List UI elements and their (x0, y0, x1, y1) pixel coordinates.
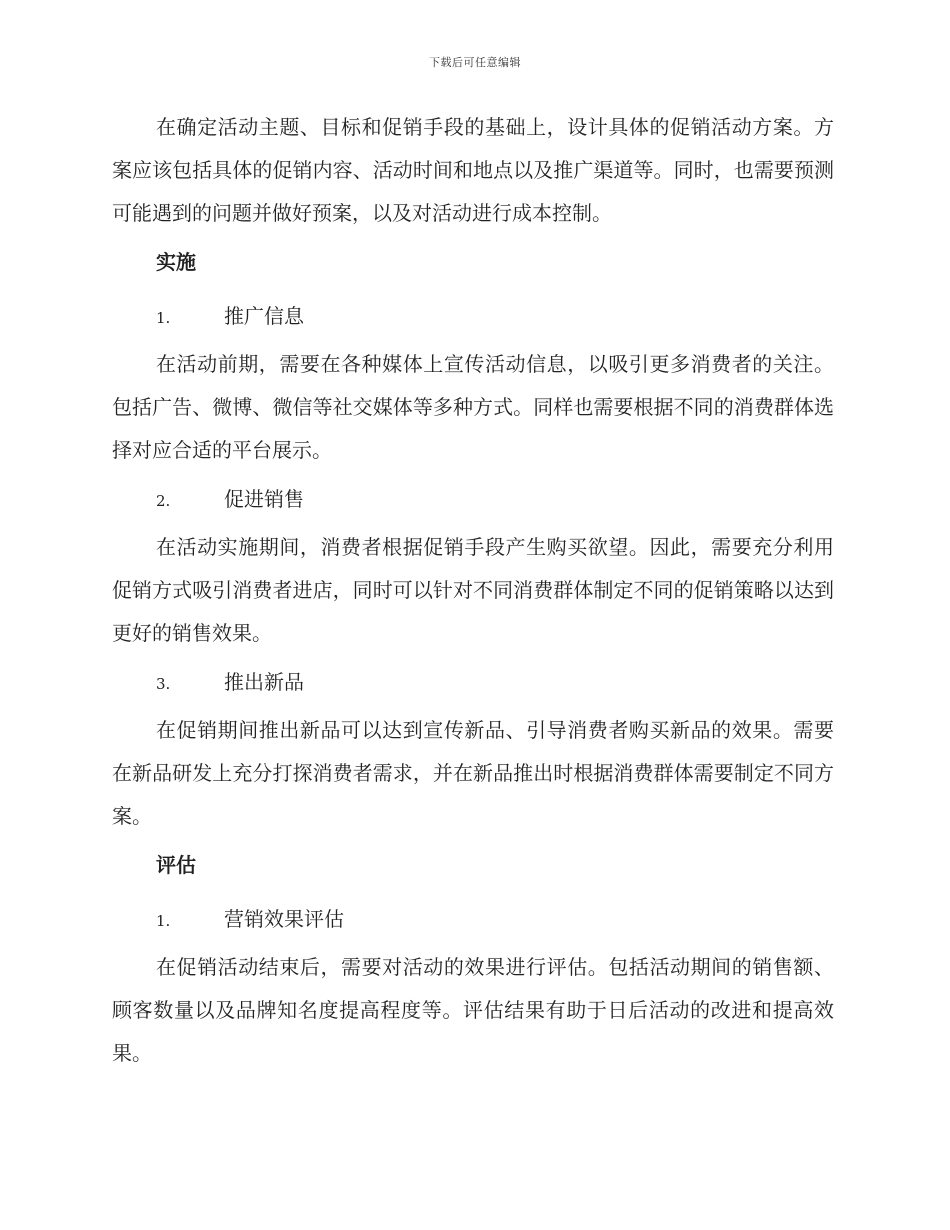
subheading-number: 1. (156, 912, 171, 930)
paragraph-marketing-evaluation: 在促销活动结束后，需要对活动的效果进行评估。包括活动期间的销售额、顾客数量以及品牌知名度提高程度等。评估结果有助于日后活动的改进和提高效果。 (112, 955, 834, 1065)
paragraph-plan-design: 在确定活动主题、目标和促销手段的基础上，设计具体的促销活动方案。方案应该包括具体的促销内容、活动时间和地点以及推广渠道等。同时，也需要预测可能遇到的问题并做好预案，以及对活动进行成本控制。 (112, 115, 834, 225)
page-header-note: 下载后可任意编辑 (429, 56, 521, 69)
subheading-title: 促进销售 (224, 487, 304, 511)
subheading-number: 2. (156, 492, 171, 510)
subheading-marketing-evaluation (112, 892, 834, 946)
paragraph-boost-sales: 在活动实施期间，消费者根据促销手段产生购买欲望。因此，需要充分利用促销方式吸引消费者进店，同时可以针对不同消费群体制定不同的促销策略以达到更好的销售效果。 (112, 535, 834, 645)
subheading-title: 推出新品 (224, 670, 304, 694)
document-body (112, 106, 834, 1075)
paragraph-new-products: 在促销期间推出新品可以达到宣传新品、引导消费者购买新品的效果。需要在新品研发上充分打探消费者需求，并在新品推出时根据消费群体需要制定不同方案。 (112, 718, 834, 828)
subheading-number: 3. (156, 675, 171, 693)
subheading-boost-sales (112, 472, 834, 526)
paragraph-promotion-info: 在活动前期，需要在各种媒体上宣传活动信息，以吸引更多消费者的关注。包括广告、微博、微信等社交媒体等多种方式。同样也需要根据不同的消费群体选择对应合适的平台展示。 (112, 352, 834, 462)
section-heading-evaluation: 评估 (156, 853, 196, 877)
section-heading-implementation: 实施 (156, 250, 196, 274)
subheading-new-products (112, 655, 834, 709)
subheading-number: 1. (156, 309, 171, 327)
subheading-title: 营销效果评估 (224, 907, 344, 931)
subheading-promotion-info (112, 289, 834, 343)
subheading-title: 推广信息 (224, 304, 304, 328)
